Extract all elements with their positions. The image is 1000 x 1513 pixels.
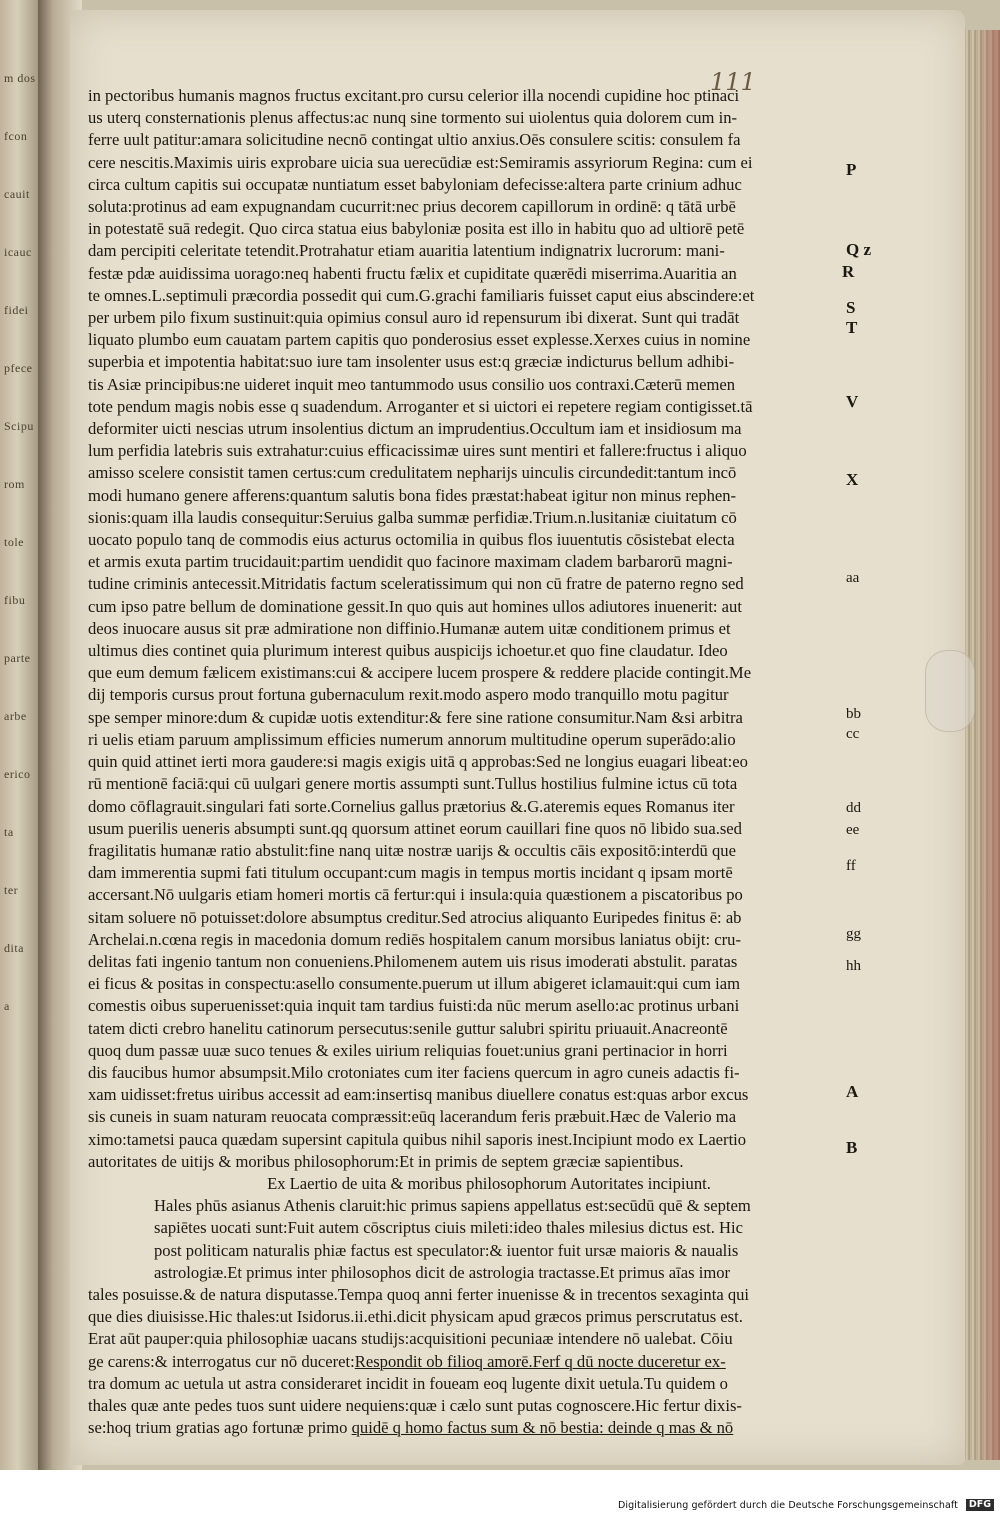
left-fragment: cauit — [4, 187, 30, 201]
text-line: us uterq consternationis plenus affectus:ac nunq sine tormento sui uiolentus quia dolorem cum in- — [88, 108, 738, 128]
left-fragment: fidei — [4, 303, 29, 317]
underlined-passage: quidē q homo factus sum & nō bestia: deinde q mas & nō — [351, 1418, 734, 1438]
chapter-line: astrologiæ.Et primus inter philosophos dicit de astrologia tractasse.Et primus aīas imor — [154, 1262, 731, 1282]
text-line: tra domum ac uetula ut astra consideraret incidit in foueam eoq lugente dixit uetula.Tu quidem o — [88, 1373, 728, 1393]
text-line: que dies diuisisse.Hic thales:ut Isidorus.ii.ethi.dicit physicam apud græcos primus perscrutatus est. — [88, 1307, 743, 1327]
text-line: ximo:tametsi pauca quædam supersint capitula quibus nihil saporis inest.Incipiunt modo ex Laertio — [88, 1129, 747, 1149]
left-fragment: rom — [4, 477, 25, 491]
margin-letter: Q z — [846, 240, 872, 259]
dfg-logo: DFG — [966, 1499, 994, 1511]
text-line: tote pendum magis nobis esse q suadendum. Arroganter et si uictori ei repetere regiam contigisset.tā — [88, 396, 753, 416]
text-line: domo cōflagrauit.singulari fati sorte.Cornelius gallus prætorius &.G.ateremis eques Romanus iter — [88, 796, 735, 816]
text-line: spe semper minore:dum & cupidæ uotis extenditur:& fere sine ratione consumitur.Nam &si arbitra — [88, 707, 743, 727]
text-line: ferre uult patitur:amara solicitudine necnō contingat ultio anxius.Oēs consulere scitis: consulem fa — [88, 130, 741, 150]
text-line: quin quid attinet ierti mora gaudere:si magis exigis uitā q approbas:Sed ne longius euagari libeat:eo — [88, 752, 748, 772]
text-line: superbia et impotentia habitat:suo iure tam insolenter usus est:q græciæ indicturus bellum adhibi- — [88, 352, 735, 372]
section-heading: Ex Laertio de uita & moribus philosophorum Autoritates incipiunt. — [267, 1173, 711, 1193]
text-line: per urbem pilo fixum sustinuit:quia opimius consul auro id repensurum ibi dixerat. Sunt qui tradāt — [88, 308, 740, 328]
text-line: tales posuisse.& de natura disputasse.Tempa quoq anni ferter inuenisse & in trecentos sexaginta qui — [88, 1284, 750, 1304]
text-line: amisso scelere consistit tamen certus:cum credulitatem nepharijs uinculis circundedit:tantum incō — [88, 463, 737, 483]
text-line: cum ipso patre bellum de dominatione gessit.In quo quis aut homines ullos adiutores inuenerit: aut — [88, 596, 742, 616]
text-line: fragilitatis humanæ ratio abstulit:fine nanq uitæ nostræ uarijs & occultis cāis expositō:interdū que — [88, 840, 736, 860]
margin-letter: bb — [846, 706, 861, 722]
margin-letter: S — [846, 298, 856, 317]
text-line: delitas fati ingenio tantum non conueniens.Philomenem autem uis risus imoderati abstulit. paratas — [88, 951, 738, 971]
margin-letter: gg — [846, 926, 861, 942]
text-line: xam uidisset:fretus uiribus accessit ad eam:insertisq manibus diuellere conatus est:quas arbor excus — [88, 1085, 749, 1105]
text-line: dam percipiti celeritate tetendit.Protrahatur etiam auaritia latentium indignatrix lucrorum: mani- — [88, 241, 725, 261]
left-fragment: fcon — [4, 129, 28, 143]
left-fragment: fibu — [4, 593, 26, 607]
text-line: se:hoq trium gratias ago fortunæ primo quidē q homo factus sum & nō bestia: deinde q mas & nō — [88, 1418, 734, 1438]
text-line: tatem dicti crebro hanelitu catinorum persecutus:senile guttur salubri spiritu priuauit.Anacreontē — [88, 1018, 728, 1038]
margin-letter: cc — [846, 726, 860, 742]
text-line: dij temporis cursus prout fortuna gubernaculum rexit.modo aspero modo tranquillo motu pagitur — [88, 685, 729, 705]
margin-letter: V — [846, 392, 859, 411]
text-line: deformiter uicti nescias utrum insolentius dictum an imprudentius.Occultum iam et insidiosum ma — [88, 419, 742, 439]
text-line: rū mentionē faciā:qui cū uulgari genere mortis assumpti sunt.Tullus hostilius fulmine ictus cū tota — [88, 774, 738, 794]
text-line: festæ pdæ auidissima uorago:neq habenti fructu fælix et cupiditate quærēdi miserrima.Auaritia an — [88, 263, 737, 283]
text-line: deos inuocare ausus sit præ admiratione non diffinio.Humanæ autem uitæ conditionem primus et — [88, 618, 731, 638]
text-line: modi humano genere afferens:quantum salutis bona fides præstat:habeat igitur non minus rephen- — [88, 485, 737, 505]
left-fragment: tole — [4, 535, 24, 549]
margin-letter: aa — [846, 570, 860, 586]
text-line: uocato populo tanq de commodis eius acturus octomilia in quibus flos iuuentutis cōsistebat electa — [88, 530, 735, 550]
text-line: te omnes.L.septimuli præcordia possedit qui cum.G.grachi familiaris fuisset caput eius abscindere:et — [88, 285, 755, 305]
text-line: thales quæ ante pedes tuos sunt uidere nequiens:quæ i cælo sunt putas cognoscere.Hic fertur dixis- — [88, 1395, 742, 1415]
text-line: tis Asiæ principibus:ne uideret inquit meo tantummodo usus consilio uos contraxi.Cæterū memen — [88, 374, 736, 394]
margin-letter: R — [842, 262, 855, 281]
text-line: ultimus dies continet quia plurimum interest quibus auspicijs ichoetur.et quo fine claudatur. Ideo — [88, 641, 728, 661]
left-fragment: Scipu — [4, 419, 34, 433]
left-fragment: arbe — [4, 709, 27, 723]
page-text — [88, 85, 820, 1439]
text-line: liquato plumbo eum cauatam partem capitis quo ponderosius esset explesse.Xerxes cuius in nomine — [88, 330, 751, 350]
left-fragment: ter — [4, 883, 19, 897]
text-line: ge carens:& interrogatus cur nō duceret:Respondit ob filioq amorē.Ferf q dū nocte duceretur ex- — [88, 1351, 726, 1371]
margin-letter: ff — [846, 858, 856, 874]
text-line: dis faucibus humor absumpsit.Milo crotoniates cum iter faciens quercum in agro cuneis adactis fi- — [88, 1062, 740, 1082]
margin-letter: hh — [846, 958, 861, 974]
chapter-line: Hales phūs asianus Athenis claruit:hic primus sapiens appellatus est:secūdū quē & septem — [154, 1196, 751, 1216]
text-line: que eum demum fælicem existimans:cui & accipere lucem prospere & reddere placide contingit.Me — [88, 663, 752, 683]
left-fragment: m dos — [4, 71, 36, 85]
text-line: accersant.Nō uulgaris etiam homeri mortis cā fertur:qui i insula:quia quæstionem a piscatoribus po — [88, 885, 743, 905]
text-line: sitam soluere nō potuisset:dolore absumptus creditur.Sed atrocius aliquanto Euripedes finitus ē: ab — [88, 907, 742, 927]
margin-letter: ee — [846, 822, 860, 838]
text-line: ri uelis etiam paruum amplissimum efficies numerum annorum multitudine operum superādo:alio — [88, 729, 736, 749]
bookmark-clip — [925, 650, 975, 732]
text-line: circa cultum capitis sui occupatæ nuntiatum esset babyloniam defecisse:altera parte crinium adhuc — [88, 174, 742, 194]
left-fragment: pfece — [4, 361, 33, 375]
left-fragment: parte — [4, 651, 31, 665]
text-line: Erat aūt pauper:quia philosophiæ uacans studijs:acquisitioni pecuniaæ intendere nō ualebat. Cōiu — [88, 1329, 733, 1349]
text-line: Archelai.n.cœna regis in macedonia domum rediēs hospitalem canum morsibus laniatus obijt: cru- — [88, 929, 741, 949]
left-fragment: ta — [4, 825, 14, 839]
margin-signatures — [830, 0, 890, 1460]
text-line: sis cuneis in suam naturam reuocata compræssit:eūq lacerandum feris præbuit.Hæc de Valerio ma — [88, 1107, 737, 1127]
margin-letter: dd — [846, 800, 861, 816]
margin-letter: X — [846, 470, 859, 489]
chapter-line: post politicam naturalis phiæ factus est speculator:& iuentor fuit ursæ maioris & naualis — [154, 1240, 739, 1260]
text-line: quoq dum passæ uuæ suco tenues & exiles uirium reliquias fouet:unius grani pertinacior in horri — [88, 1040, 728, 1060]
left-fragment: dita — [4, 941, 24, 955]
left-fragment: icauc — [4, 245, 32, 259]
margin-letter: B — [846, 1138, 858, 1157]
text-line: et armis exuta partim trucidauit:partim uendidit quo facinore maximam cladem barbarorū magni- — [88, 552, 733, 572]
left-page-edge — [0, 0, 38, 1470]
left-fragment: erico — [4, 767, 31, 781]
text-line: ei ficus & positas in conspectu:asello consumente.puerum ut illum abigeret iclamauit:qui cum iam — [88, 974, 741, 994]
folio-number: 111 — [710, 68, 756, 96]
text-line: usum puerilis ueneris absumpti sunt.qq quorsum attinet eorum cauillari fine quos nō libido sua.sed — [88, 818, 742, 838]
footer-credit: Digitalisierung gefördert durch die Deutsche Forschungsgemeinschaft — [618, 1500, 958, 1511]
underlined-passage: Respondit ob filioq amorē.Ferf q dū nocte duceretur ex- — [354, 1351, 726, 1371]
text-line: sionis:quam illa laudis consequitur:Seruius galba summæ perfidiæ.Trium.n.lusitaniæ ciuitatum cō — [88, 507, 737, 527]
chapter-line: sapiētes uocati sunt:Fuit autem cōscriptus ciuis mileti:ideo thales milesius dictus est. Hic — [154, 1218, 743, 1238]
text-line: autoritates de uitijs & moribus philosophorum:Et in primis de septem græciæ sapientibus. — [88, 1151, 684, 1171]
text-line: cere nescitis.Maximis uiris exprobare uicia sua uerecūdiæ est:Semiramis assyriorum Regina: cum ei — [88, 152, 753, 172]
margin-letter: P — [846, 160, 857, 179]
left-page-fragments — [0, 0, 38, 1014]
text-line: in pectoribus humanis magnos fructus excitant.pro cursu celerior illa nocendi cupidine hoc ptinaci — [88, 86, 740, 105]
text-line: in potestatē suā redegit. Quo circa statua eius babyloniæ posita est illo in habitu quo ad ultiorē petē — [88, 219, 745, 239]
margin-letter: T — [846, 318, 858, 337]
left-fragment: a — [4, 999, 10, 1013]
margin-letter: A — [846, 1082, 859, 1101]
text-line: comestis oibus superuenisset:quia inquit tam tardius fuisti:da nūc merum asello:ac protinus urbani — [88, 996, 740, 1016]
text-line: dam immerentia supmi fati titulum occupant:cum magis in tempus mortis incidant q ipsam mortē — [88, 863, 733, 883]
text-line: lum perfidia latebris suis extrahatur:cuius efficacissimæ uires sunt mentiri et fallere:fructus i aliquo — [88, 441, 747, 461]
page-edges — [965, 30, 1000, 1460]
footer-bar — [0, 1470, 1000, 1513]
text-line: tudine criminis antecessit.Mitridatis factum sceleratissimum qui non cū fratre de paterno regno sed — [88, 574, 744, 594]
text-line: soluta:protinus ad eam expugnandam cucurrit:nec prius decorem capillorum in ordinē: q tātā urbē — [88, 197, 736, 217]
